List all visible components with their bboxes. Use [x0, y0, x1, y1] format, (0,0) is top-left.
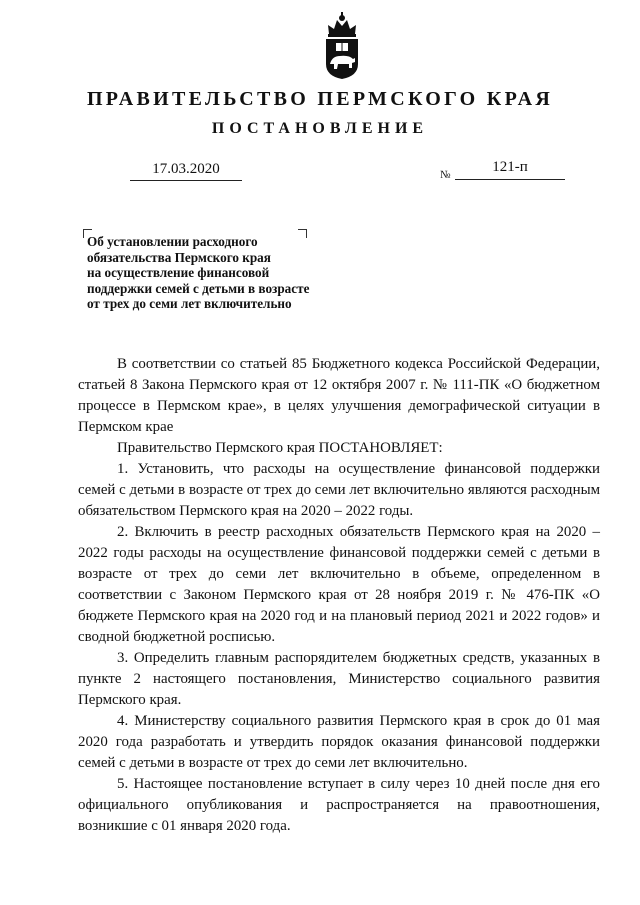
document-body	[78, 354, 600, 837]
subject-line: обязательства Пермского края	[87, 249, 271, 265]
subject-line: Об установлении расходного	[87, 234, 258, 249]
government-title: ПРАВИТЕЛЬСТВО ПЕРМСКОГО КРАЯ	[86, 88, 554, 110]
document-subject	[87, 234, 357, 312]
document-type: ПОСТАНОВЛЕНИЕ	[211, 120, 429, 137]
clause-5: 5. Настоящее постановление вступает в силу через 10 дней после дня его официального опубликования и распространяется на правоотношения, возникшие с 01 января 2020 года.	[78, 776, 600, 834]
clause-1: 1. Установить, что расходы на осуществление финансовой поддержки семей с детьми в возрасте от трех до семи лет включительно являются расходным обязательством Пермского края на 2020 – 2022 годы.	[78, 461, 600, 519]
document-date: 17.03.2020	[130, 160, 242, 181]
clause-2: 2. Включить в реестр расходных обязательств Пермского края на 2020 – 2022 годы расходы на осуществление финансовой поддержки семей с детьми в возрасте от трех до семи лет включительно в объеме, определенном в соответствии с Законом Пермского края от 28 ноября 2019 г. № 476-ПК «О бюджете Пермского края на 2020 год и на плановый период 2021 и 2022 годов» и сводной бюджетной росписью.	[78, 524, 600, 645]
subject-line: от трех до семи лет включительно	[87, 296, 292, 311]
clause-4: 4. Министерству социального развития Пермского края в срок до 01 мая 2020 года разработать и утвердить порядок оказания финансовой поддержки семей с детьми в возрасте от трех до семи лет включительно.	[78, 713, 600, 771]
document-number: 121-п	[455, 158, 565, 180]
number-label: №	[440, 169, 451, 181]
preamble-paragraph: В соответствии со статьей 85 Бюджетного кодекса Российской Федерации, статьей 8 Закона Пермского края от 12 октября 2007 г. № 111-ПК «О бюджетном процессе в Пермском крае», в целях улучшения демографической ситуации в Пермском крае	[78, 356, 600, 435]
clause-3: 3. Определить главным распорядителем бюджетных средств, указанных в пункте 2 настоящего постановления, Министерство социального развития Пермского края.	[78, 650, 600, 708]
resolution-statement: Правительство Пермского края ПОСТАНОВЛЯЕТ:	[117, 440, 443, 456]
coat-of-arms-icon	[322, 12, 362, 80]
subject-line: поддержки семей с детьми в возрасте	[87, 280, 310, 296]
subject-line: на осуществление финансовой	[87, 265, 270, 280]
